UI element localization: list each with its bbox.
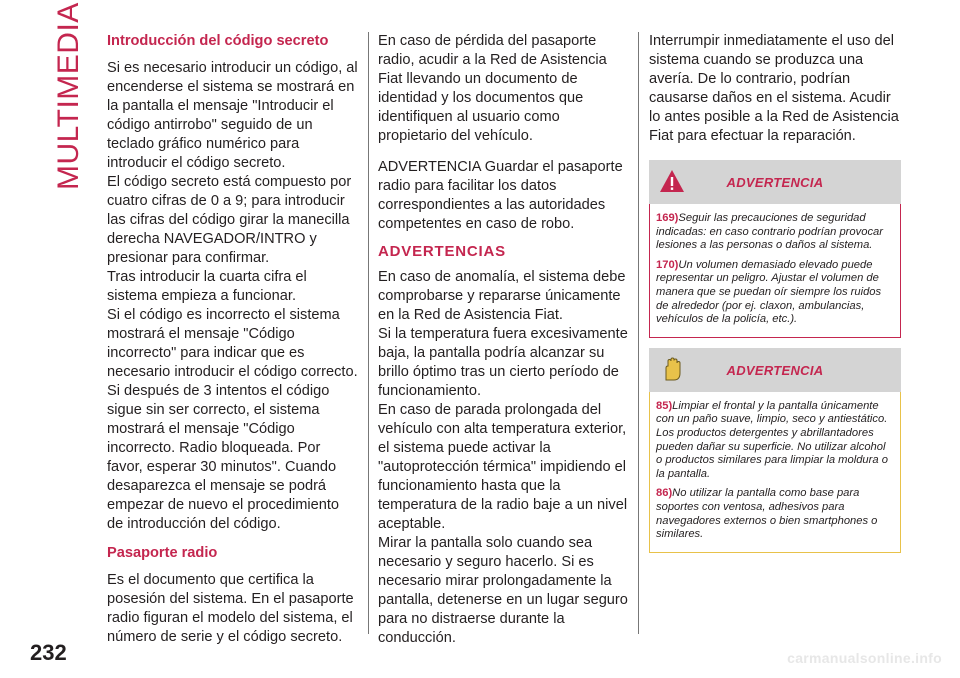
section-label: MULTIMEDIA (52, 2, 85, 190)
paragraph: Si la temperatura fuera excesivamente baja, la pantalla podría alcanzar su brillo óptimo tras un cierto período de funcionamiento. (378, 326, 628, 399)
paragraph: Tras introducir la cuarta cifra el sistema empieza a funcionar. (107, 269, 307, 304)
paragraph: En caso de pérdida del pasaporte radio, acudir a la Red de Asistencia Fiat llevando un documento de identidad y los documentos que identifiquen al usuario como propietario del vehículo. (378, 33, 607, 144)
heading-secret-code: Introducción del código secreto (107, 33, 329, 49)
heading-radio-passport: Pasaporte radio (107, 545, 218, 561)
caution-header (649, 348, 901, 392)
column-divider (368, 32, 369, 634)
paragraph: Si es necesario introducir un código, al encenderse el sistema se mostrará en la pantalla el mensaje "Introducir el código antirrobo" seguido de un teclado gráfico numérico para introducir el código secreto. (107, 60, 358, 171)
caution-item: 86)No utilizar la pantalla como base para soportes con ventosa, adhesivos para navegadores externos o bien smartphones o similares. (656, 487, 878, 541)
column-divider (638, 32, 639, 634)
caution-box (649, 348, 901, 553)
paragraph: En caso de parada prolongada del vehículo con alta temperatura exterior, el sistema puede activar la "autoprotección térmica" impidiendo el funcionamiento hasta que la temperatura de la radio baje a un nivel aceptable. (378, 402, 628, 532)
column-1 (107, 32, 359, 655)
caution-body (649, 392, 901, 553)
column-3 (649, 32, 903, 553)
warning-item: 169)Seguir las precauciones de seguridad indicadas: en caso contrario podrían provocar lesiones a las personas o daños al sistema. (656, 212, 883, 252)
paragraph: En caso de anomalía, el sistema debe comprobarse y repararse únicamente en la Red de Asistencia Fiat. (378, 269, 626, 323)
warning-box (649, 160, 901, 338)
paragraph: El código secreto está compuesto por cuatro cifras de 0 a 9; para introducir las cifras del código girar la manecilla derecha NAVEGADOR/INTRO y presionar para confirmar. (107, 174, 352, 266)
warning-header (649, 160, 901, 204)
warning-body (649, 204, 901, 338)
column-2 (378, 32, 632, 656)
paragraph: Interrumpir inmediatamente el uso del sistema cuando se produzca una avería. De lo contrario, podrían causarse daños en el sistema. Acudir lo antes posible a la Red de Asistencia Fiat para efectuar la reparación. (649, 33, 899, 144)
caution-item: 85)Limpiar el frontal y la pantalla únicamente con un paño suave, limpio, seco y antiestático. Los productos detergentes y abrillantadores pueden dañar su superficie. No utilizar alcohol o productos similares para limpiar la moldura o la pantalla. (656, 399, 888, 480)
paragraph: Si después de 3 intentos el código sigue sin ser correcto, el sistema mostrará el mensaje "Código incorrecto. Radio bloqueada. Por favor, esperar 30 minutos". Cuando desaparezca el mensaje se podrá empezar de nuevo el procedimiento de introducción del código. (107, 383, 340, 532)
warning-title: ADVERTENCIA (726, 175, 824, 190)
paragraph: ADVERTENCIA Guardar el pasaporte radio para facilitar los datos correspondientes a las autoridades competentes en caso de robo. (378, 159, 623, 232)
warning-item: 170)Un volumen demasiado elevado puede representar un peligro. Ajustar el volumen de manera que se puedan oír siempre los ruidos de alrededor (por ej. claxon, ambulancias, vehículos de la policía, etc.). (656, 258, 882, 326)
watermark: carmanualsonline.info (787, 650, 942, 666)
page-number: 232 (30, 640, 67, 665)
paragraph: Mirar la pantalla solo cuando sea necesario y seguro hacerlo. Si es necesario mirar prolongadamente la pantalla, detenerse en un lugar seguro para no distraerse durante la conducción. (378, 535, 628, 646)
paragraph: Si el código es incorrecto el sistema mostrará el mensaje "Código incorrecto" para indicar que es necesario introducir el código correcto. (107, 307, 358, 380)
paragraph: Es el documento que certifica la posesión del sistema. En el pasaporte radio figuran el modelo del sistema, el número de serie y el código secreto. (107, 572, 354, 645)
heading-warnings: ADVERTENCIAS (378, 243, 506, 260)
caution-title: ADVERTENCIA (726, 362, 824, 378)
